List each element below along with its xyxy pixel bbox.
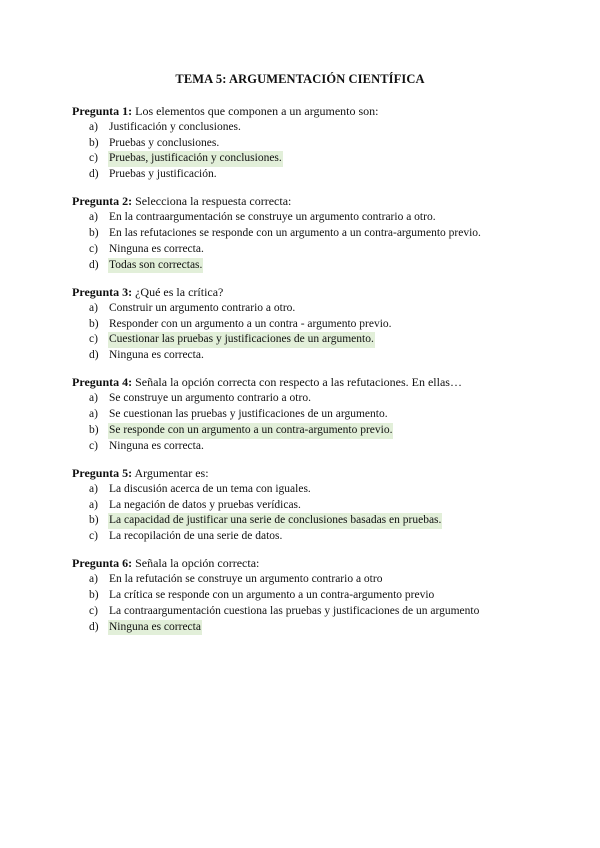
option-text-highlighted: La capacidad de justificar una serie de conclusiones basadas en pruebas. xyxy=(108,513,442,529)
option-letter: c) xyxy=(89,333,98,346)
option-text-highlighted: Todas son correctas. xyxy=(108,258,203,274)
question-text: Los elementos que componen a un argumento son: xyxy=(132,104,379,118)
option-letter: c) xyxy=(89,242,98,255)
option-letter: b) xyxy=(89,136,99,149)
option-item-correct xyxy=(72,423,542,439)
question-text: Selecciona la respuesta correcta: xyxy=(132,194,292,209)
option-text-highlighted: Cuestionar las pruebas y justificaciones de un argumento. xyxy=(108,332,375,348)
option-item xyxy=(72,439,542,455)
option-text-highlighted: Se responde con un argumento a un contra-argumento previo. xyxy=(108,423,393,439)
option-letter: c) xyxy=(89,604,98,617)
option-item-correct xyxy=(72,151,542,167)
question-header xyxy=(72,285,542,301)
question-header xyxy=(72,556,542,572)
option-item xyxy=(72,226,542,242)
option-letter: a) xyxy=(89,301,98,314)
option-list xyxy=(72,572,542,635)
question-text: Argumentar es: xyxy=(132,465,209,480)
option-letter: c) xyxy=(89,439,98,452)
option-text: En la contraargumentación se construye un argumento contrario a otro. xyxy=(109,211,436,224)
option-list xyxy=(72,301,542,364)
question-header xyxy=(72,194,542,210)
option-text: Pruebas y justificación. xyxy=(109,168,217,181)
option-letter: d) xyxy=(89,258,99,271)
option-text: La discusión acerca de un tema con iguales. xyxy=(109,482,311,495)
page-title: TEMA 5: ARGUMENTACIÓN CIENTÍFICA xyxy=(175,72,425,86)
option-letter: a) xyxy=(89,482,98,495)
question-label: Pregunta 3: xyxy=(72,284,133,299)
option-item xyxy=(72,604,542,620)
option-item-correct xyxy=(72,258,542,274)
question-label: Pregunta 1: xyxy=(72,104,133,118)
question-label: Pregunta 2: xyxy=(72,194,133,209)
question-text: Señala la opción correcta: xyxy=(132,556,260,571)
option-item xyxy=(72,588,542,604)
option-letter: a) xyxy=(89,211,98,224)
question-4 xyxy=(72,375,542,454)
option-text: Se construye un argumento contrario a otro. xyxy=(109,392,311,405)
option-text: Justificación y conclusiones. xyxy=(109,120,241,133)
option-text: La crítica se responde con un argumento a un contra-argumento previo xyxy=(109,589,435,602)
option-text-highlighted: Ninguna es correcta xyxy=(108,620,202,636)
option-item xyxy=(72,572,542,588)
question-header xyxy=(72,466,542,482)
question-label: Pregunta 6: xyxy=(72,556,133,571)
option-text: Ninguna es correcta. xyxy=(109,349,204,362)
option-text: Responder con un argumento a un contra - argumento previo. xyxy=(109,317,392,330)
question-text: Señala la opción correcta con respecto a las refutaciones. En ellas… xyxy=(132,375,462,390)
option-letter: d) xyxy=(89,168,99,181)
option-text: Pruebas y conclusiones. xyxy=(109,136,220,149)
option-text: Ninguna es correcta. xyxy=(109,242,204,255)
option-text: La recopilación de una serie de datos. xyxy=(109,530,283,543)
option-text: Se cuestionan las pruebas y justificaciones de un argumento. xyxy=(109,408,388,421)
option-list xyxy=(72,391,542,454)
option-text: En la refutación se construye un argumento contrario a otro xyxy=(109,573,383,586)
question-1 xyxy=(72,104,542,183)
option-text: La negación de datos y pruebas verídicas. xyxy=(109,498,301,511)
option-letter: a) xyxy=(89,392,98,405)
option-item xyxy=(72,317,542,333)
option-text-highlighted: Pruebas, justificación y conclusiones. xyxy=(108,151,283,167)
option-letter: b) xyxy=(89,227,99,240)
option-item xyxy=(72,301,542,317)
option-letter: b) xyxy=(89,589,99,602)
option-text: Ninguna es correcta. xyxy=(109,439,204,452)
option-item xyxy=(72,242,542,258)
option-text: En las refutaciones se responde con un argumento a un contra-argumento previo. xyxy=(109,227,481,240)
option-item xyxy=(72,136,542,152)
option-letter: d) xyxy=(89,349,99,362)
option-letter: d) xyxy=(89,620,99,633)
option-letter: a) xyxy=(89,498,98,511)
question-header xyxy=(72,375,542,391)
option-item xyxy=(72,498,542,514)
question-3 xyxy=(72,285,542,364)
option-item xyxy=(72,407,542,423)
question-6 xyxy=(72,556,542,635)
option-list xyxy=(72,120,542,183)
option-letter: c) xyxy=(89,530,98,543)
option-item xyxy=(72,210,542,226)
option-list xyxy=(72,210,542,273)
option-text: Construir un argumento contrario a otro. xyxy=(109,301,296,314)
option-item xyxy=(72,482,542,498)
option-item xyxy=(72,348,542,364)
question-label: Pregunta 5: xyxy=(72,465,133,480)
option-item xyxy=(72,120,542,136)
question-2 xyxy=(72,194,542,273)
option-text: La contraargumentación cuestiona las pruebas y justificaciones de un argumento xyxy=(109,604,480,617)
option-letter: b) xyxy=(89,317,99,330)
question-label: Pregunta 4: xyxy=(72,375,133,390)
option-item-correct xyxy=(72,332,542,348)
question-list xyxy=(72,104,542,647)
option-item xyxy=(72,529,542,545)
option-item-correct xyxy=(72,513,542,529)
question-5 xyxy=(72,466,542,545)
option-letter: b) xyxy=(89,514,99,527)
option-item-correct xyxy=(72,620,542,636)
option-list xyxy=(72,482,542,545)
question-text: ¿Qué es la crítica? xyxy=(132,284,224,299)
option-letter: a) xyxy=(89,408,98,421)
option-letter: c) xyxy=(89,152,98,165)
option-letter: a) xyxy=(89,573,98,586)
option-item xyxy=(72,167,542,183)
option-item xyxy=(72,391,542,407)
question-header xyxy=(72,104,542,120)
option-letter: a) xyxy=(89,120,98,133)
option-letter: b) xyxy=(89,423,99,436)
